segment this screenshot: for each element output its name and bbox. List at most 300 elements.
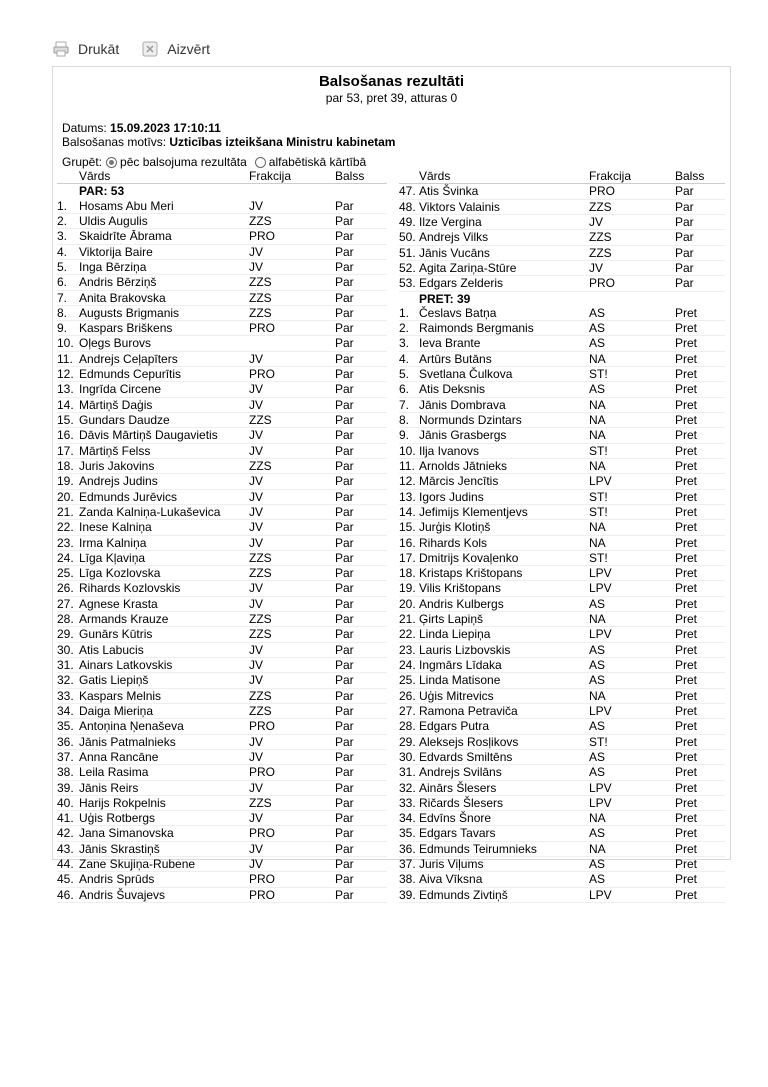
row-number: 30. <box>57 642 74 657</box>
member-faction: JV <box>249 351 264 366</box>
member-faction: JV <box>249 520 264 535</box>
member-vote: Par <box>335 367 354 382</box>
member-name: Ģirts Lapiņš <box>419 612 484 627</box>
vote-row <box>399 643 725 658</box>
vote-row <box>57 490 387 505</box>
member-faction: AS <box>589 765 606 780</box>
member-faction: ST! <box>589 489 608 504</box>
row-number: 29. <box>399 734 416 749</box>
member-faction: ZZS <box>249 290 272 305</box>
member-vote: Par <box>335 474 354 489</box>
member-name: Jānis Reirs <box>79 780 139 795</box>
row-number: 23. <box>57 535 74 550</box>
vote-row <box>57 505 387 520</box>
row-number: 13. <box>57 382 74 397</box>
member-vote: Pret <box>675 305 698 320</box>
vote-row <box>57 474 387 489</box>
member-faction: LPV <box>589 780 612 795</box>
row-number: 32. <box>399 780 416 795</box>
member-name: Jefimijs Klementjevs <box>419 504 528 519</box>
vote-row <box>57 888 387 903</box>
member-faction: PRO <box>249 765 276 780</box>
member-faction: AS <box>589 596 606 611</box>
row-number: 11. <box>399 458 415 473</box>
row-number: 51. <box>399 245 416 260</box>
member-vote: Par <box>335 688 354 703</box>
member-vote: Par <box>335 811 354 826</box>
member-vote: Pret <box>675 673 698 688</box>
member-faction: LPV <box>589 703 612 718</box>
member-faction: ZZS <box>249 612 272 627</box>
member-vote: Par <box>335 443 354 458</box>
member-faction: PRO <box>249 872 276 887</box>
row-number: 20. <box>57 489 74 504</box>
vote-row <box>57 627 387 642</box>
vote-row <box>57 459 387 474</box>
vote-row <box>399 842 725 857</box>
member-vote: Par <box>335 458 354 473</box>
member-name: Gundars Daudze <box>79 413 170 427</box>
member-faction: LPV <box>589 627 612 642</box>
member-vote: Par <box>335 413 354 427</box>
row-number: 39. <box>57 780 74 795</box>
member-faction: LPV <box>589 566 612 581</box>
member-faction: AS <box>589 719 606 734</box>
member-name: Edgars Tavars <box>419 826 496 841</box>
page-title: Balsošanas rezultāti <box>318 73 465 90</box>
member-name: Hosams Abu Meri <box>79 198 174 213</box>
member-name: Skaidrīte Ābrama <box>79 229 172 244</box>
results-panel <box>52 66 731 902</box>
member-name: Ramona Petraviča <box>419 703 518 718</box>
member-name: Agnese Krasta <box>79 596 158 611</box>
member-vote: Par <box>335 749 354 764</box>
member-vote: Par <box>335 627 354 642</box>
vote-row <box>57 428 387 443</box>
member-vote: Pret <box>675 780 698 795</box>
member-vote: Par <box>675 184 694 199</box>
member-name: Līga Kļaviņa <box>79 550 146 565</box>
row-number: 45. <box>57 872 74 887</box>
section-header-par <box>57 184 387 198</box>
member-faction: NA <box>589 612 606 627</box>
vote-row <box>57 444 387 459</box>
member-vote: Par <box>335 351 354 366</box>
member-vote: Par <box>335 612 354 627</box>
member-vote: Par <box>335 244 354 259</box>
member-faction: JV <box>249 841 264 856</box>
row-number: 17. <box>399 550 416 565</box>
row-number: 11. <box>57 351 73 366</box>
member-name: Svetlana Čulkova <box>419 367 513 382</box>
row-number: 30. <box>399 749 416 764</box>
section-par-label: PAR: 53 <box>79 184 125 199</box>
member-vote: Par <box>335 780 354 795</box>
row-number: 48. <box>399 199 416 214</box>
member-faction: ST! <box>589 443 608 458</box>
vote-row <box>399 428 725 443</box>
member-faction: NA <box>589 841 606 856</box>
group-alphabetical-label[interactable]: alfabētiskā kārtībā <box>268 155 367 169</box>
member-faction: ZZS <box>589 245 612 260</box>
member-vote: Pret <box>675 612 698 627</box>
row-number: 37. <box>399 857 416 872</box>
row-number: 34. <box>399 811 416 826</box>
member-name: Kaspars Briškens <box>79 321 173 336</box>
member-name: Atis Švinka <box>419 184 479 199</box>
member-name: Andris Šuvajevs <box>79 887 166 902</box>
member-name: Česlavs Batņa <box>419 305 497 320</box>
row-number: 24. <box>399 658 416 672</box>
date-value: 15.09.2023 17:10:11 <box>110 121 221 135</box>
member-vote: Pret <box>675 703 698 718</box>
member-name: Edgars Putra <box>419 719 490 734</box>
member-name: Aleksejs Rosļikovs <box>419 734 519 749</box>
row-number: 6. <box>399 382 410 397</box>
motive-value: Uzticības izteikšana Ministru kabinetam <box>169 135 396 149</box>
member-faction: AS <box>589 305 606 320</box>
member-faction: LPV <box>589 795 612 810</box>
member-name: Juris Viļums <box>419 857 484 872</box>
member-vote: Par <box>335 703 354 718</box>
member-name: Jana Simanovska <box>79 826 174 841</box>
member-faction: LPV <box>589 581 612 596</box>
row-number: 52. <box>399 260 416 275</box>
row-number: 50. <box>399 230 416 245</box>
member-vote: Pret <box>675 581 698 596</box>
member-name: Aiva Vīksna <box>419 872 483 887</box>
member-vote: Pret <box>675 826 698 841</box>
vote-row <box>57 214 387 229</box>
row-number: 17. <box>57 443 74 458</box>
member-faction: AS <box>589 872 606 887</box>
member-vote: Par <box>675 276 694 291</box>
vote-row <box>399 612 725 627</box>
member-faction: JV <box>249 259 264 274</box>
vote-row <box>57 551 387 566</box>
member-vote: Par <box>335 857 354 872</box>
close-button[interactable] <box>141 40 210 58</box>
member-name: Uģis Mitrevics <box>419 688 494 703</box>
row-number: 38. <box>57 765 74 780</box>
member-vote: Pret <box>675 443 698 458</box>
vote-row <box>399 551 725 566</box>
member-vote: Pret <box>675 428 698 443</box>
member-vote: Pret <box>675 596 698 611</box>
member-faction: JV <box>249 642 264 657</box>
header-vote: Balss <box>675 169 705 183</box>
vote-row <box>57 872 387 887</box>
vote-row <box>399 826 725 841</box>
row-number: 15. <box>57 413 74 427</box>
row-number: 9. <box>57 321 68 336</box>
row-number: 1. <box>57 198 68 213</box>
member-faction: ZZS <box>249 550 272 565</box>
member-name: Jānis Grasbergs <box>419 428 507 443</box>
member-faction: ST! <box>589 550 608 565</box>
member-name: Edmunds Zivtiņš <box>419 887 508 902</box>
member-vote: Par <box>335 887 354 902</box>
member-name: Arnolds Jātnieks <box>419 458 508 473</box>
member-faction: ZZS <box>249 627 272 642</box>
row-number: 22. <box>399 627 416 642</box>
row-number: 28. <box>57 612 74 627</box>
member-vote: Par <box>335 719 354 734</box>
member-faction: JV <box>249 443 264 458</box>
member-vote: Pret <box>675 642 698 657</box>
member-name: Irma Kalniņa <box>79 535 147 550</box>
vote-row <box>399 398 725 413</box>
member-vote: Pret <box>675 397 698 412</box>
member-vote: Pret <box>675 688 698 703</box>
member-faction: ZZS <box>249 703 272 718</box>
member-vote: Par <box>335 795 354 810</box>
vote-row <box>399 566 725 581</box>
member-vote: Pret <box>675 857 698 872</box>
row-number: 35. <box>57 719 74 734</box>
row-number: 26. <box>399 688 416 703</box>
member-faction: JV <box>249 382 264 397</box>
row-number: 13. <box>399 489 416 504</box>
vote-row <box>399 888 725 903</box>
vote-row <box>399 336 725 351</box>
member-vote: Par <box>335 259 354 274</box>
member-name: Viktorija Baire <box>79 244 153 259</box>
vote-row <box>57 229 387 244</box>
member-vote: Par <box>335 397 354 412</box>
member-name: Jānis Dombrava <box>419 397 506 412</box>
member-faction: ZZS <box>249 213 272 228</box>
member-faction: JV <box>589 214 604 229</box>
member-name: Artūrs Butāns <box>419 351 492 366</box>
row-number: 15. <box>399 520 416 535</box>
member-name: Edmunds Jurēvics <box>79 489 178 504</box>
member-faction: ZZS <box>249 566 272 581</box>
vote-row <box>57 520 387 535</box>
member-faction: NA <box>589 458 606 473</box>
member-name: Augusts Brigmanis <box>79 305 180 320</box>
row-number: 5. <box>399 367 410 382</box>
vote-row <box>399 444 725 459</box>
vote-row <box>399 230 725 245</box>
vote-row <box>399 857 725 872</box>
results-column-right <box>399 169 725 903</box>
member-vote: Pret <box>675 413 698 427</box>
row-number: 47. <box>399 184 416 199</box>
vote-row <box>57 857 387 872</box>
member-vote: Pret <box>675 474 698 489</box>
row-number: 49. <box>399 214 416 229</box>
vote-row <box>57 245 387 260</box>
member-name: Līga Kozlovska <box>79 566 161 581</box>
member-name: Andris Bērziņš <box>79 275 157 290</box>
member-name: Ingmārs Līdaka <box>419 658 502 672</box>
member-vote: Pret <box>675 841 698 856</box>
toolbar <box>52 38 232 60</box>
row-number: 36. <box>57 734 74 749</box>
member-vote: Par <box>335 673 354 688</box>
row-number: 14. <box>57 397 74 412</box>
row-number: 26. <box>57 581 74 596</box>
member-faction: NA <box>589 351 606 366</box>
row-number: 3. <box>399 336 410 351</box>
vote-row <box>399 459 725 474</box>
row-number: 9. <box>399 428 410 443</box>
row-number: 22. <box>57 520 74 535</box>
member-vote: Pret <box>675 795 698 810</box>
row-number: 32. <box>57 673 74 688</box>
member-faction: ZZS <box>249 305 272 320</box>
member-vote: Pret <box>675 321 698 336</box>
member-name: Leila Rasima <box>79 765 149 780</box>
member-faction: JV <box>249 658 264 672</box>
close-icon <box>141 40 159 58</box>
member-faction: JV <box>249 474 264 489</box>
member-name: Agita Zariņa-Stūre <box>419 260 517 275</box>
member-faction: JV <box>249 673 264 688</box>
member-faction: NA <box>589 811 606 826</box>
vote-summary: par 53, pret 39, atturas 0 <box>325 91 458 105</box>
row-number: 10. <box>399 443 416 458</box>
group-alphabetical-radio[interactable] <box>255 157 266 168</box>
member-faction: ZZS <box>249 413 272 427</box>
close-label: Aizvērt <box>167 41 211 57</box>
row-number: 29. <box>57 627 74 642</box>
print-button[interactable] <box>52 40 119 58</box>
vote-row <box>399 627 725 642</box>
vote-row <box>57 321 387 336</box>
vote-row <box>57 643 387 658</box>
vote-row <box>399 673 725 688</box>
member-vote: Pret <box>675 765 698 780</box>
row-number: 21. <box>57 504 74 519</box>
member-vote: Par <box>675 260 694 275</box>
row-number: 4. <box>399 351 410 366</box>
member-faction: JV <box>249 489 264 504</box>
row-number: 27. <box>57 596 74 611</box>
row-number: 6. <box>57 275 68 290</box>
row-number: 42. <box>57 826 74 841</box>
member-name: Zanda Kalniņa-Lukaševica <box>79 504 221 519</box>
member-faction: JV <box>249 198 264 213</box>
row-number: 14. <box>399 504 416 519</box>
member-faction: NA <box>589 520 606 535</box>
member-name: Mārtiņš Daģis <box>79 397 153 412</box>
member-vote: Par <box>335 198 354 213</box>
vote-row <box>399 215 725 230</box>
member-name: Antoņina Ņenaševa <box>79 719 184 734</box>
member-faction: PRO <box>249 826 276 841</box>
row-number: 24. <box>57 550 74 565</box>
column-header <box>57 169 387 184</box>
member-name: Edgars Zelderis <box>419 276 504 291</box>
member-vote: Pret <box>675 658 698 672</box>
member-vote: Pret <box>675 504 698 519</box>
member-name: Viktors Valainis <box>419 199 500 214</box>
vote-row <box>399 261 725 276</box>
member-name: Edmunds Teirumnieks <box>419 841 537 856</box>
member-vote: Pret <box>675 458 698 473</box>
member-faction: PRO <box>249 719 276 734</box>
member-vote: Par <box>335 290 354 305</box>
row-number: 25. <box>57 566 74 581</box>
member-faction: NA <box>589 688 606 703</box>
vote-row <box>399 750 725 765</box>
member-vote: Pret <box>675 535 698 550</box>
member-vote: Pret <box>675 382 698 397</box>
member-name: Edmunds Cepurītis <box>79 367 182 382</box>
member-vote: Pret <box>675 719 698 734</box>
member-vote: Pret <box>675 489 698 504</box>
row-number: 12. <box>399 474 416 489</box>
member-name: Ilja Ivanovs <box>419 443 480 458</box>
vote-row <box>399 872 725 887</box>
member-faction: ZZS <box>249 795 272 810</box>
row-number: 27. <box>399 703 416 718</box>
vote-row <box>399 200 725 215</box>
vote-row <box>399 352 725 367</box>
vote-row <box>57 306 387 321</box>
row-number: 43. <box>57 841 74 856</box>
vote-row <box>57 735 387 750</box>
member-name: Jānis Patmalnieks <box>79 734 176 749</box>
member-faction: PRO <box>249 367 276 382</box>
member-name: Mārtiņš Felss <box>79 443 151 458</box>
member-name: Andrejs Judins <box>79 474 158 489</box>
member-name: Rihards Kozlovskis <box>79 581 181 596</box>
group-by-result-label[interactable]: pēc balsojuma rezultāta <box>120 155 247 169</box>
row-number: 1. <box>399 305 410 320</box>
member-name: Edvards Smiltēns <box>419 749 513 764</box>
member-name: Gunārs Kūtris <box>79 627 153 642</box>
member-vote: Par <box>335 229 354 244</box>
member-name: Mārcis Jencītis <box>419 474 499 489</box>
member-vote: Par <box>335 489 354 504</box>
member-faction: NA <box>589 397 606 412</box>
member-vote: Pret <box>675 811 698 826</box>
vote-row <box>57 842 387 857</box>
member-faction: AS <box>589 826 606 841</box>
vote-row <box>399 413 725 428</box>
row-number: 31. <box>57 658 74 672</box>
vote-row <box>399 581 725 596</box>
header-name: Vārds <box>79 169 111 183</box>
member-name: Gatis Liepiņš <box>79 673 149 688</box>
vote-row <box>399 658 725 673</box>
member-name: Kristaps Krištopans <box>419 566 523 581</box>
member-name: Igors Judins <box>419 489 484 504</box>
vote-row <box>399 765 725 780</box>
member-faction: JV <box>249 596 264 611</box>
group-by-result-radio[interactable] <box>106 157 117 168</box>
vote-row <box>57 811 387 826</box>
row-number: 21. <box>399 612 416 627</box>
member-vote: Par <box>335 642 354 657</box>
row-number: 19. <box>57 474 74 489</box>
vote-row <box>57 581 387 596</box>
member-faction: PRO <box>589 276 616 291</box>
vote-row <box>57 199 387 214</box>
vote-row <box>57 566 387 581</box>
member-faction: JV <box>249 428 264 443</box>
vote-row <box>399 735 725 750</box>
printer-icon <box>52 40 70 58</box>
row-number: 28. <box>399 719 416 734</box>
member-name: Linda Matisone <box>419 673 501 688</box>
member-vote: Par <box>335 658 354 672</box>
member-name: Oļegs Burovs <box>79 336 152 351</box>
row-number: 7. <box>399 397 410 412</box>
